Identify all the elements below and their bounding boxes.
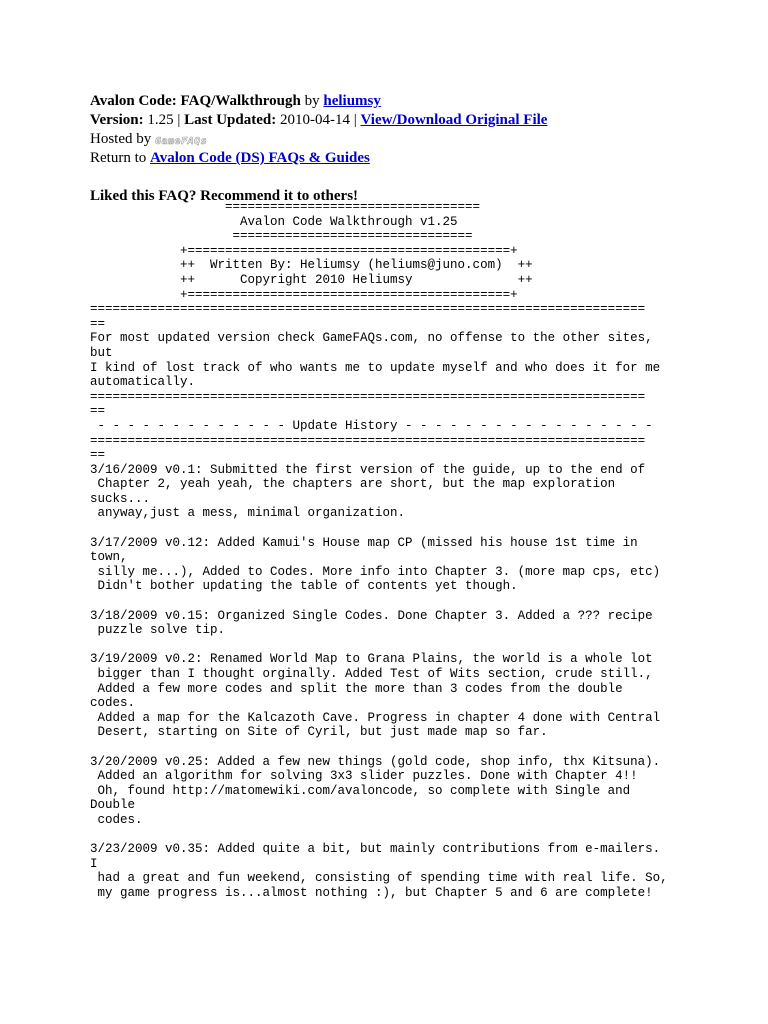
faq-line: 3/16/2009 v0.1: Submitted the first version of the guide, up to the end of <box>90 462 646 477</box>
faq-line: Didn't bother updating the table of contents yet though. <box>90 579 518 594</box>
version-value: 1.25 <box>147 112 174 128</box>
return-label: Return to <box>90 150 147 166</box>
last-updated-label: Last Updated: <box>184 112 277 128</box>
faq-line: I kind of lost track of who wants me to update myself and who does it for me <box>90 360 661 375</box>
faq-line: Added a map for the Kalcazoth Cave. Progress in chapter 4 done with Central <box>90 710 661 725</box>
faq-line: 3/23/2009 v0.35: Added quite a bit, but mainly contributions from e-mailers. <box>90 842 661 857</box>
faq-line: ================================== <box>90 200 481 214</box>
separator: | <box>353 112 357 128</box>
faq-line: Double <box>90 798 136 813</box>
faq-line: == <box>90 404 106 419</box>
faq-line: Desert, starting on Site of Cyril, but just made map so far. <box>90 725 548 740</box>
faq-line: sucks... <box>90 491 151 506</box>
faq-line: 3/19/2009 v0.2: Renamed World Map to Grana Plains, the world is a whole lot <box>90 652 653 667</box>
version-line <box>90 111 547 130</box>
faq-line: For most updated version check GameFAQs.com, no offense to the other sites, <box>90 331 653 346</box>
separator: | <box>177 112 181 128</box>
faq-line: my game progress is...almost nothing :), but Chapter 5 and 6 are complete! <box>90 885 653 900</box>
faq-line: town, <box>90 550 128 565</box>
faq-line: codes. <box>90 696 136 711</box>
faq-header <box>90 92 547 206</box>
faq-line: ++ Written By: Heliumsy (heliums@juno.com) ++ <box>90 258 533 273</box>
faq-line: ========================================================================== <box>90 433 646 448</box>
faq-line: Added an algorithm for solving 3x3 slider puzzles. Done with Chapter 4!! <box>90 769 638 784</box>
faq-line: bigger than I thought orginally. Added Test of Wits section, crude still., <box>90 667 653 681</box>
faq-line: puzzle solve tip. <box>90 623 226 638</box>
recommend-text: Liked this FAQ? Recommend it to others! <box>90 188 359 204</box>
faq-body <box>90 200 668 901</box>
faq-title: Avalon Code: FAQ/Walkthrough <box>90 93 301 109</box>
faq-line: silly me...), Added to Codes. More info into Chapter 3. (more map cps, etc) <box>90 564 661 579</box>
faq-line: 3/17/2009 v0.12: Added Kamui's House map CP (missed his house 1st time in <box>90 535 638 550</box>
faq-line: I <box>90 856 98 871</box>
hosted-line <box>90 130 547 149</box>
faq-line: Oh, found http://matomewiki.com/avaloncode, so complete with Single and <box>90 783 631 798</box>
version-label: Version: <box>90 112 144 128</box>
faq-line: ========================================================================== <box>90 389 646 404</box>
faq-line: had a great and fun weekend, consisting of spending time with real life. So, <box>90 871 668 886</box>
faq-line: codes. <box>90 812 143 827</box>
faq-line: automatically. <box>90 375 196 390</box>
by-label: by <box>304 93 320 109</box>
faq-line: ========================================================================== <box>90 302 646 317</box>
return-line <box>90 149 547 168</box>
faq-line: +===========================================+ <box>90 287 518 302</box>
download-original-link[interactable]: View/Download Original File <box>360 112 548 128</box>
faq-line: Added a few more codes and split the more than 3 codes from the double <box>90 681 623 696</box>
faq-line: but <box>90 345 113 360</box>
faq-line: Avalon Code Walkthrough v1.25 <box>90 214 458 229</box>
faq-line: Chapter 2, yeah yeah, the chapters are short, but the map exploration <box>90 477 616 492</box>
hosted-label: Hosted by <box>90 131 152 147</box>
gamefaqs-logo[interactable]: GameFAQs <box>155 136 208 147</box>
faq-line: anyway,just a mess, minimal organization. <box>90 506 406 521</box>
faq-line: 3/18/2009 v0.15: Organized Single Codes. Done Chapter 3. Added a ??? recipe <box>90 608 653 623</box>
faq-line: 3/20/2009 v0.25: Added a few new things (gold code, shop info, thx Kitsuna). <box>90 754 661 769</box>
faqs-guides-link[interactable]: Avalon Code (DS) FAQs & Guides <box>150 150 370 166</box>
last-updated-value: 2010-04-14 <box>280 112 350 128</box>
faq-line: - - - - - - - - - - - - - Update History - - - - - - - - - - - - - - - - - <box>90 418 653 433</box>
faq-line: +===========================================+ <box>90 243 518 258</box>
faq-line: ++ Copyright 2010 Heliumsy ++ <box>90 272 533 287</box>
author-link[interactable]: heliumsy <box>323 93 381 109</box>
faq-line: ================================ <box>90 229 473 244</box>
title-line <box>90 92 547 111</box>
faq-line: == <box>90 316 106 331</box>
faq-line: == <box>90 448 106 463</box>
